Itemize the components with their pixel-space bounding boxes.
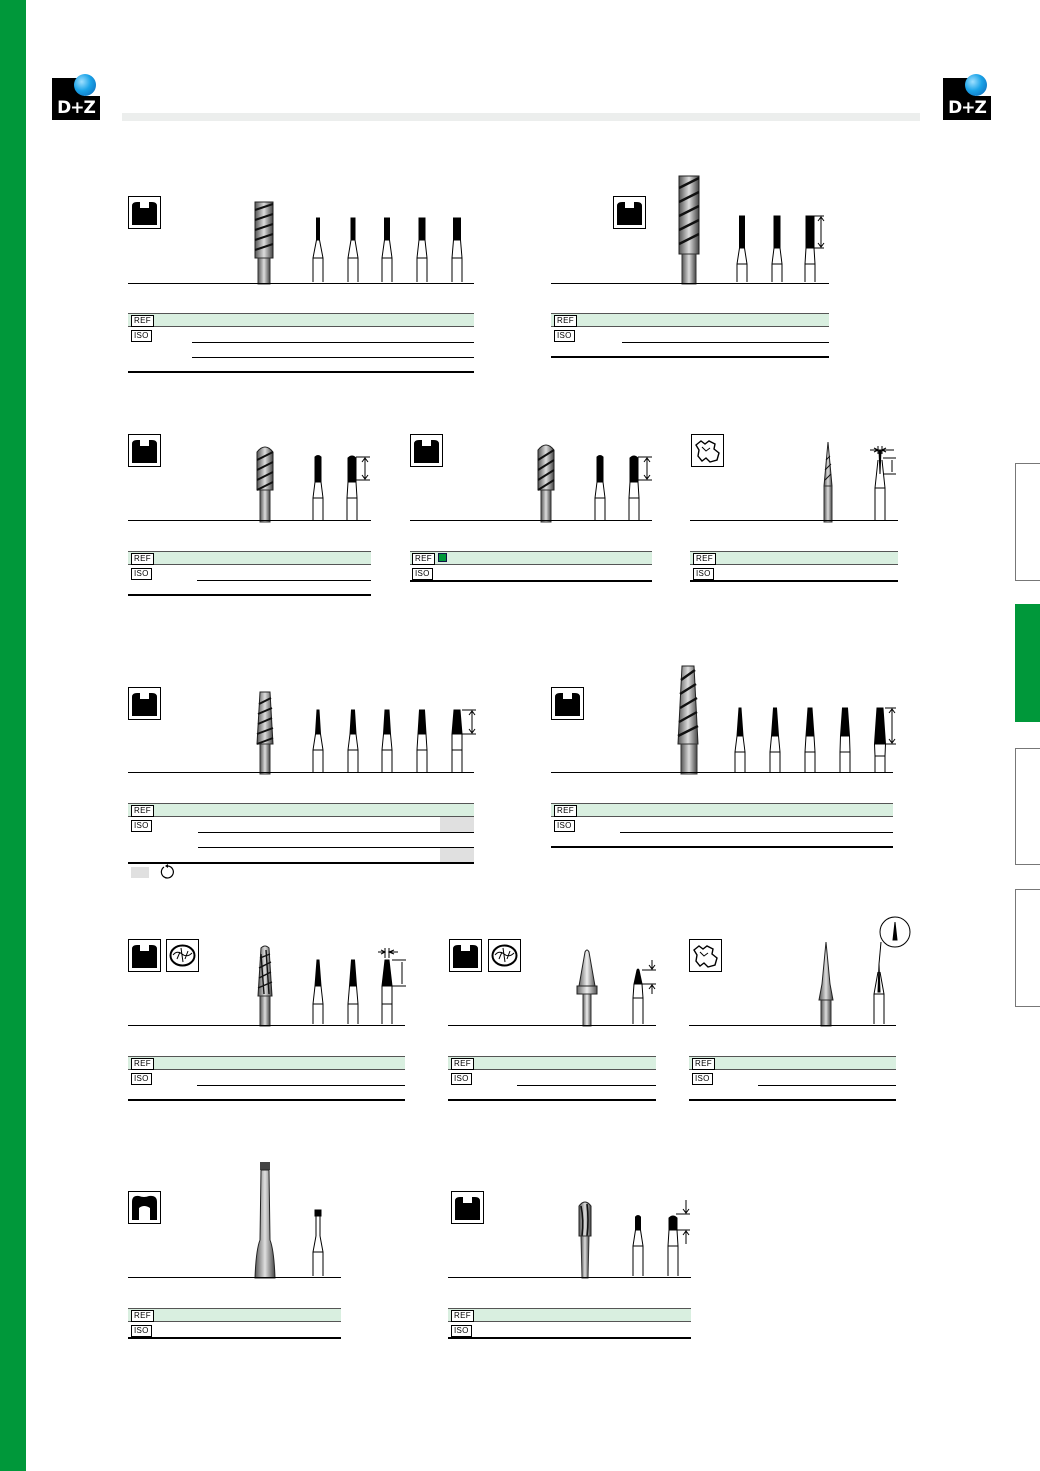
ref-label: REF — [554, 315, 577, 327]
bur-size-outlines — [866, 914, 914, 1026]
bur-photo-round-end-fissure-alt — [532, 438, 560, 522]
bur-photo-cross-cut-taper — [252, 944, 278, 1026]
bur-photo-cone — [574, 948, 600, 1026]
crown-preparation-icon — [691, 434, 724, 467]
bur-size-outlines — [628, 1200, 694, 1278]
bur-size-outlines — [590, 454, 656, 522]
side-tab-3[interactable] — [1015, 748, 1040, 865]
bur-photo-finishing-taper — [816, 440, 840, 522]
side-tab-4[interactable] — [1015, 889, 1040, 1007]
crown-preparation-icon — [689, 939, 722, 972]
header-rule — [122, 113, 920, 121]
ref-label: REF — [412, 553, 435, 565]
grey-highlight-cell — [440, 847, 474, 862]
bur-photo-tapered-fissure — [252, 688, 278, 774]
iso-label: ISO — [554, 330, 575, 342]
bur-size-outlines — [308, 454, 374, 522]
iso-label: ISO — [131, 1073, 152, 1085]
ref-label: REF — [131, 315, 154, 327]
ref-label: REF — [131, 1058, 154, 1070]
ref-label: REF — [693, 553, 716, 565]
grey-highlight-cell — [440, 817, 474, 832]
cavity-preparation-icon — [613, 196, 646, 229]
rotation-direction-icon — [160, 864, 176, 880]
grey-legend-swatch — [131, 867, 149, 878]
endodontic-access-icon — [128, 1191, 161, 1224]
cavity-preparation-icon — [128, 939, 161, 972]
occlusal-fissure-icon — [166, 939, 199, 972]
side-tab-1[interactable] — [1015, 463, 1040, 581]
bur-photo-straight-fissure — [250, 198, 278, 284]
cavity-preparation-icon — [128, 196, 161, 229]
bur-photo-long-tapered-fissure — [672, 662, 706, 774]
bur-size-outlines — [730, 706, 900, 774]
bur-size-outlines — [308, 218, 468, 284]
ref-label: REF — [131, 1310, 154, 1322]
bur-photo-long-fissure — [673, 172, 705, 284]
bur-photo-round-end-fissure — [252, 440, 278, 522]
ref-label: REF — [554, 805, 577, 817]
cavity-preparation-icon — [451, 1191, 484, 1224]
cavity-preparation-icon — [128, 687, 161, 720]
bur-size-outlines — [308, 946, 408, 1026]
ref-label: REF — [692, 1058, 715, 1070]
iso-label: ISO — [131, 330, 152, 342]
dz-logo-left: D+Z — [52, 74, 100, 120]
cavity-preparation-icon — [128, 434, 161, 467]
bur-size-outlines — [864, 446, 900, 522]
ref-label: REF — [451, 1310, 474, 1322]
bur-photo-long-neck — [250, 1160, 280, 1278]
iso-label: ISO — [554, 820, 575, 832]
ref-label: REF — [131, 805, 154, 817]
dz-logo-right: D+Z — [943, 74, 991, 120]
bur-size-outlines — [628, 960, 664, 1026]
iso-label: ISO — [131, 820, 152, 832]
ref-label: REF — [131, 553, 154, 565]
iso-label: ISO — [451, 1325, 472, 1337]
occlusal-fissure-icon — [488, 939, 521, 972]
green-side-bar — [0, 0, 26, 1471]
iso-label: ISO — [451, 1073, 472, 1085]
iso-label: ISO — [692, 1073, 713, 1085]
bur-size-outlines — [732, 216, 832, 284]
cavity-preparation-icon — [410, 434, 443, 467]
side-tab-2-active[interactable] — [1015, 604, 1040, 722]
cavity-preparation-icon — [449, 939, 482, 972]
iso-label: ISO — [693, 568, 714, 580]
bur-size-outlines — [308, 708, 478, 774]
ref-label: REF — [451, 1058, 474, 1070]
iso-label: ISO — [131, 568, 152, 580]
green-marker — [438, 553, 447, 562]
iso-label: ISO — [412, 568, 433, 580]
bur-photo-short-fissure — [572, 1196, 598, 1278]
iso-label: ISO — [131, 1325, 152, 1337]
cavity-preparation-icon — [551, 687, 584, 720]
bur-photo-needle — [812, 940, 840, 1026]
bur-size-outlines — [306, 1208, 330, 1278]
